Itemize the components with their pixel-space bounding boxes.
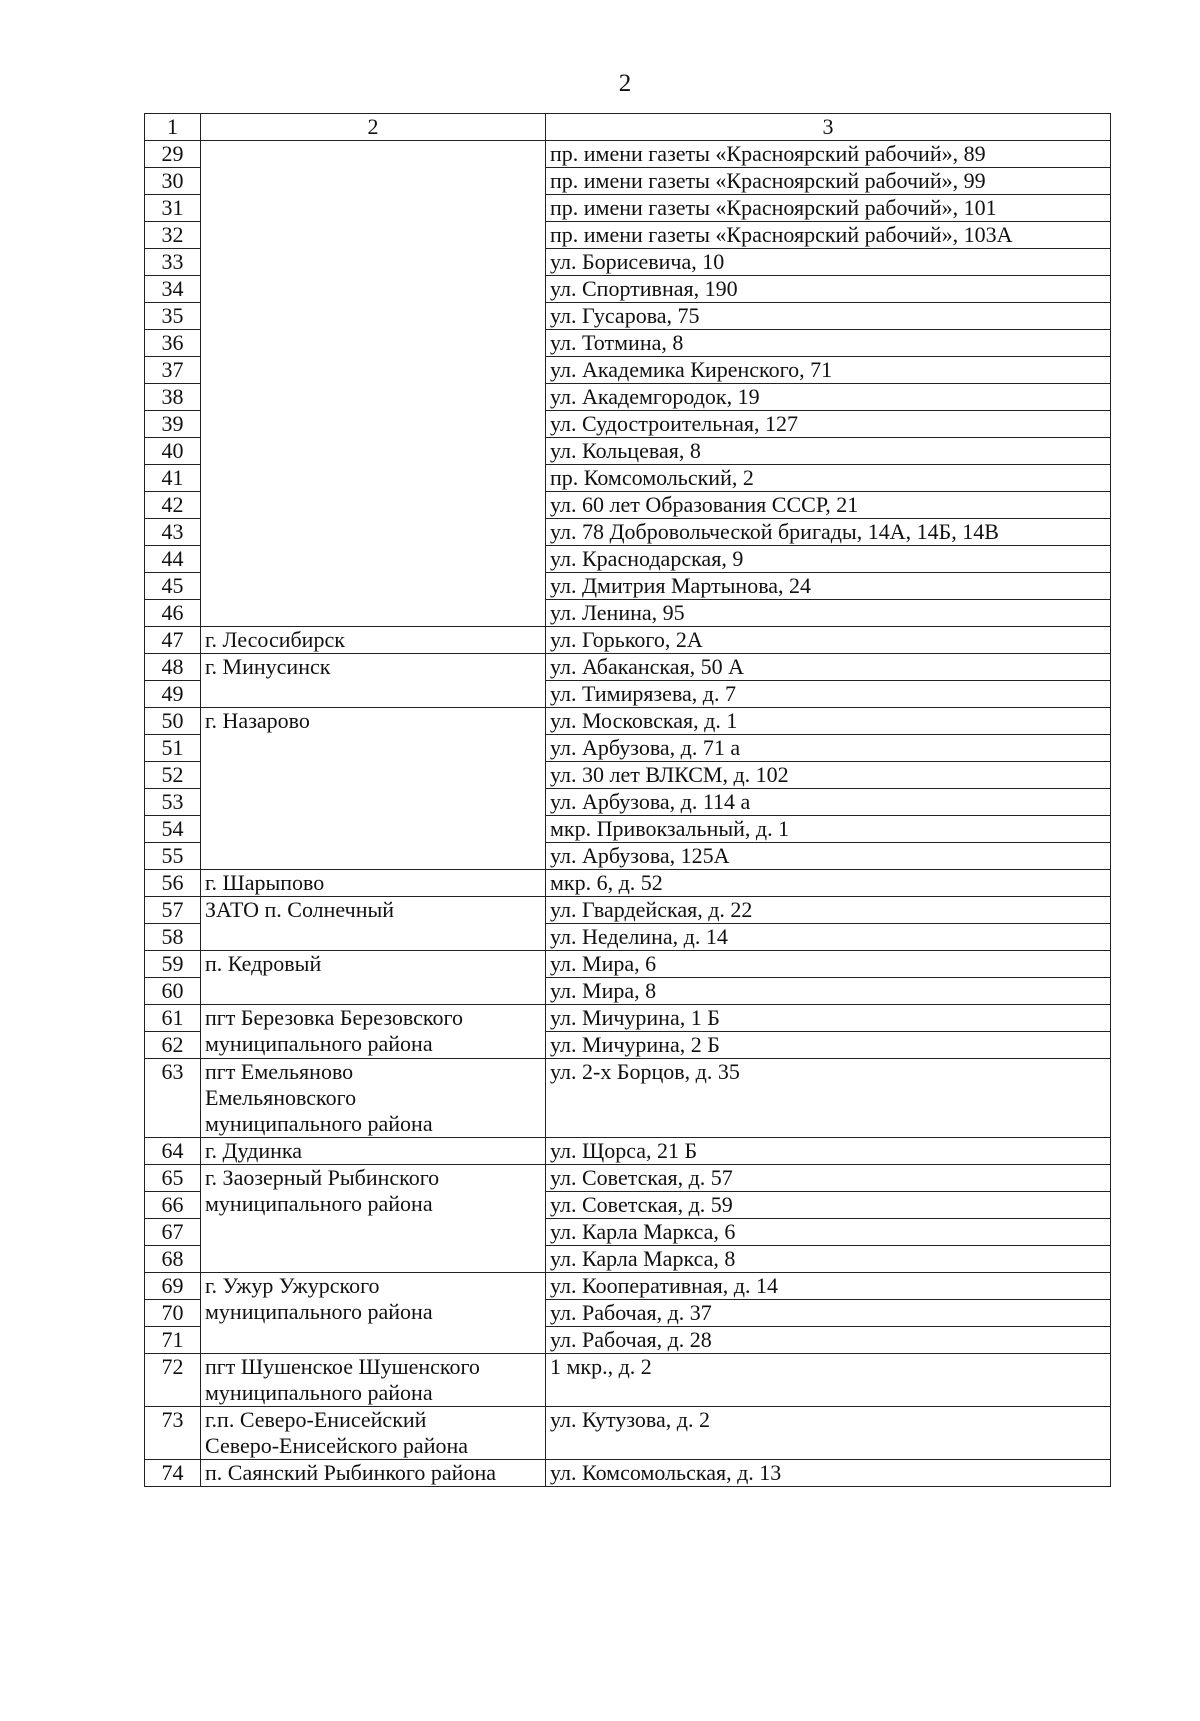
row-number: 49 [145,681,201,708]
address-cell: ул. Арбузова, д. 114 а [546,789,1111,816]
row-number: 71 [145,1327,201,1354]
locality-line: г. Минусинск [205,654,331,679]
row-number: 30 [145,168,201,195]
row-number: 47 [145,627,201,654]
address-cell: 1 мкр., д. 2 [546,1354,1111,1407]
table-row [145,1165,1111,1192]
row-number: 68 [145,1246,201,1273]
row-number: 60 [145,978,201,1005]
locality-line: пгт Емельяново [205,1059,354,1084]
address-cell: ул. Академгородок, 19 [546,384,1111,411]
locality-line: муниципального района [205,1031,433,1056]
address-cell: ул. Мира, 8 [546,978,1111,1005]
row-number: 57 [145,897,201,924]
address-cell: ул. Арбузова, 125А [546,843,1111,870]
address-cell: пр. имени газеты «Красноярский рабочий», 101 [546,195,1111,222]
locality-line: п. Саянский Рыбинкого района [205,1460,496,1485]
locality-line: пгт Березовка Березовского [205,1005,463,1030]
locality-line: муниципального района [205,1111,433,1136]
row-number: 59 [145,951,201,978]
row-number: 35 [145,303,201,330]
row-number: 70 [145,1300,201,1327]
locality-cell [201,141,546,627]
locality-line: муниципального района [205,1191,433,1216]
address-cell: ул. Академика Киренского, 71 [546,357,1111,384]
locality-cell [201,1273,546,1354]
address-cell: ул. 2-х Борцов, д. 35 [546,1059,1111,1138]
row-number: 53 [145,789,201,816]
locality-line: г. Ужур Ужурского [205,1273,380,1298]
address-cell: пр. Комсомольский, 2 [546,465,1111,492]
row-number: 73 [145,1407,201,1460]
locality-cell [201,627,546,654]
row-number: 42 [145,492,201,519]
locality-cell [201,1059,546,1138]
address-cell: ул. Мичурина, 1 Б [546,1005,1111,1032]
row-number: 58 [145,924,201,951]
row-number: 61 [145,1005,201,1032]
row-number: 31 [145,195,201,222]
address-cell: ул. Советская, д. 57 [546,1165,1111,1192]
row-number: 33 [145,249,201,276]
table-row [145,1407,1111,1460]
row-number: 66 [145,1192,201,1219]
locality-line: п. Кедровый [205,951,322,976]
row-number: 69 [145,1273,201,1300]
row-number: 40 [145,438,201,465]
locality-line: ЗАТО п. Солнечный [205,897,395,922]
table-row [145,1005,1111,1032]
address-cell: ул. Дмитрия Мартынова, 24 [546,573,1111,600]
locality-cell [201,654,546,708]
locality-line: г. Лесосибирск [205,627,345,652]
locality-line: г. Назарово [205,708,310,733]
locality-cell [201,1460,546,1487]
address-cell: ул. Рабочая, д. 37 [546,1300,1111,1327]
table-row [145,1460,1111,1487]
address-cell: ул. Кутузова, д. 2 [546,1407,1111,1460]
page-number: 2 [618,70,632,97]
address-cell: ул. Комсомольская, д. 13 [546,1460,1111,1487]
address-cell: ул. Советская, д. 59 [546,1192,1111,1219]
address-cell: ул. Московская, д. 1 [546,708,1111,735]
row-number: 46 [145,600,201,627]
table-row [145,627,1111,654]
row-number: 56 [145,870,201,897]
address-cell: ул. Краснодарская, 9 [546,546,1111,573]
address-cell: пр. имени газеты «Красноярский рабочий», 89 [546,141,1111,168]
locality-cell [201,1407,546,1460]
address-cell: ул. Тимирязева, д. 7 [546,681,1111,708]
row-number: 65 [145,1165,201,1192]
locality-cell [201,1138,546,1165]
row-number: 32 [145,222,201,249]
address-cell: ул. 60 лет Образования СССР, 21 [546,492,1111,519]
column-header-locality: 2 [201,114,546,141]
locality-line: г. Дудинка [205,1138,303,1163]
address-cell: ул. Мира, 6 [546,951,1111,978]
locality-cell [201,1005,546,1059]
address-cell: ул. Гусарова, 75 [546,303,1111,330]
address-cell: ул. Судостроительная, 127 [546,411,1111,438]
row-number: 34 [145,276,201,303]
table-row [145,1059,1111,1138]
row-number: 62 [145,1032,201,1059]
row-number: 54 [145,816,201,843]
address-cell: ул. Мичурина, 2 Б [546,1032,1111,1059]
address-cell: ул. Карла Маркса, 6 [546,1219,1111,1246]
table-body [145,141,1111,1487]
address-cell: ул. Гвардейская, д. 22 [546,897,1111,924]
table-row [145,951,1111,978]
row-number: 74 [145,1460,201,1487]
row-number: 38 [145,384,201,411]
table-row [145,1273,1111,1300]
row-number: 51 [145,735,201,762]
address-cell: ул. Карла Маркса, 8 [546,1246,1111,1273]
locality-line: г.п. Северо-Енисейский [205,1407,427,1432]
address-cell: пр. имени газеты «Красноярский рабочий», 103А [546,222,1111,249]
row-number: 44 [145,546,201,573]
locality-cell [201,1165,546,1273]
locality-cell [201,870,546,897]
locality-cell [201,897,546,951]
address-cell: пр. имени газеты «Красноярский рабочий», 99 [546,168,1111,195]
address-cell: ул. Кооперативная, д. 14 [546,1273,1111,1300]
locality-line: Емельяновского [205,1085,357,1110]
address-cell: ул. Горького, 2А [546,627,1111,654]
row-number: 36 [145,330,201,357]
address-cell: ул. 78 Добровольческой бригады, 14А, 14Б, 14В [546,519,1111,546]
row-number: 48 [145,654,201,681]
address-cell: ул. Спортивная, 190 [546,276,1111,303]
table-row [145,897,1111,924]
table-row [145,870,1111,897]
locality-line: пгт Шушенское Шушенского [205,1354,480,1379]
address-cell: ул. Арбузова, д. 71 а [546,735,1111,762]
row-number: 55 [145,843,201,870]
row-number: 41 [145,465,201,492]
address-cell: ул. Рабочая, д. 28 [546,1327,1111,1354]
address-cell: ул. Щорса, 21 Б [546,1138,1111,1165]
locality-line: муниципального района [205,1299,433,1324]
row-number: 67 [145,1219,201,1246]
row-number: 43 [145,519,201,546]
address-table [144,113,1111,1487]
address-cell: ул. Кольцевая, 8 [546,438,1111,465]
table-row [145,654,1111,681]
row-number: 50 [145,708,201,735]
table-row [145,708,1111,735]
address-cell: ул. Абаканская, 50 А [546,654,1111,681]
column-header-address: 3 [546,114,1111,141]
locality-cell [201,951,546,1005]
address-cell: ул. Ленина, 95 [546,600,1111,627]
row-number: 52 [145,762,201,789]
row-number: 64 [145,1138,201,1165]
address-cell: мкр. 6, д. 52 [546,870,1111,897]
row-number: 45 [145,573,201,600]
address-cell: ул. Неделина, д. 14 [546,924,1111,951]
address-cell: ул. Борисевича, 10 [546,249,1111,276]
locality-cell [201,1354,546,1407]
row-number: 29 [145,141,201,168]
locality-cell [201,708,546,870]
table-row [145,1354,1111,1407]
table-header-row [145,114,1111,141]
row-number: 37 [145,357,201,384]
row-number: 72 [145,1354,201,1407]
locality-line: г. Заозерный Рыбинского [205,1165,440,1190]
table-row [145,141,1111,168]
row-number: 63 [145,1059,201,1138]
address-cell: ул. 30 лет ВЛКСМ, д. 102 [546,762,1111,789]
address-cell: мкр. Привокзальный, д. 1 [546,816,1111,843]
column-header-number: 1 [145,114,201,141]
locality-line: Северо-Енисейского района [205,1433,469,1458]
row-number: 39 [145,411,201,438]
table-row [145,1138,1111,1165]
locality-line: муниципального района [205,1380,433,1405]
address-cell: ул. Тотмина, 8 [546,330,1111,357]
locality-line: г. Шарыпово [205,870,325,895]
